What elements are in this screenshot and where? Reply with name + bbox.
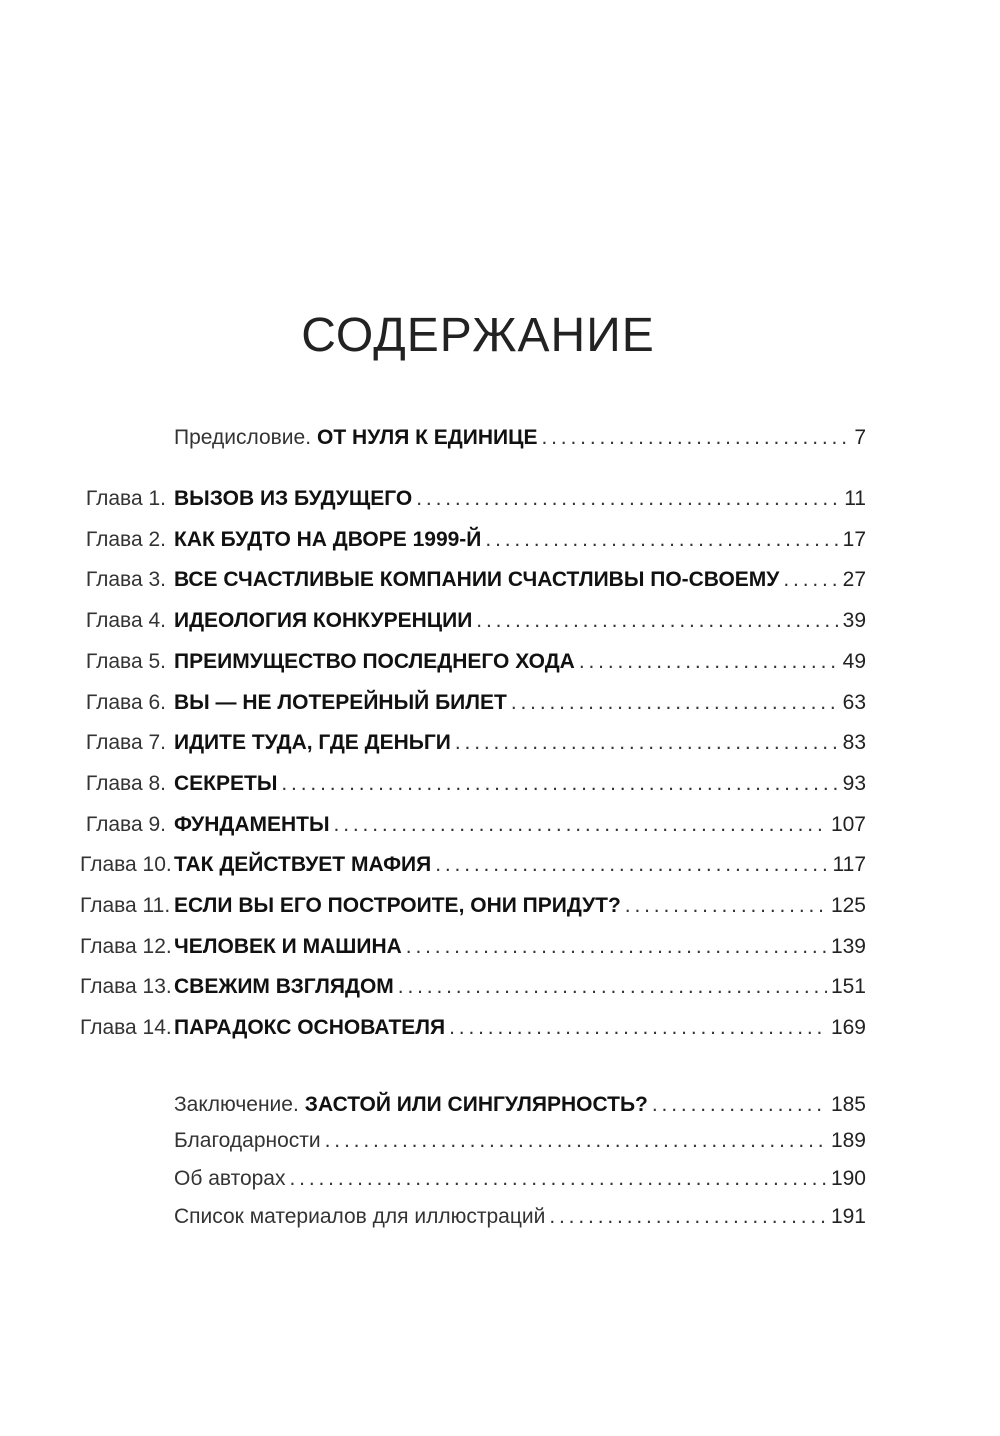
toc-title: ВЫЗОВ ИЗ БУДУЩЕГО — [174, 487, 413, 510]
toc-leader — [174, 645, 866, 679]
toc-entry-chapter[interactable] — [0, 970, 1000, 1004]
toc-leader — [174, 1162, 866, 1196]
toc-page-number: 117 — [832, 853, 866, 877]
toc-title: ЕСЛИ ВЫ ЕГО ПОСТРОИТЕ, ОНИ ПРИДУТ? — [174, 894, 621, 917]
toc-entry-chapter[interactable] — [0, 604, 1000, 638]
chapter-prefix: Глава 10. — [80, 853, 172, 877]
toc-page-number: 107 — [830, 812, 866, 836]
chapter-prefix: Глава 6. — [85, 690, 166, 714]
toc-dots — [398, 970, 827, 1004]
toc-dots — [416, 482, 840, 516]
toc-leader — [174, 421, 866, 455]
toc-dots — [783, 563, 838, 597]
toc-title: ИДЕОЛОГИЯ КОНКУРЕНЦИИ — [174, 609, 473, 633]
toc-entry-chapter[interactable] — [0, 645, 1000, 679]
toc-title: ТАК ДЕЙСТВУЕТ МАФИЯ — [174, 853, 432, 877]
toc-title: Благодарности — [174, 1129, 321, 1152]
toc-entry-chapter[interactable] — [0, 482, 1000, 516]
toc-dots — [290, 1162, 827, 1196]
chapter-prefix: Глава 7. — [85, 731, 166, 755]
chapter-prefix: Глава 11. — [80, 894, 171, 917]
toc-entry-chapter[interactable] — [0, 848, 1000, 882]
toc-page-number: 151 — [830, 975, 866, 999]
toc-page-number: 190 — [830, 1167, 866, 1190]
toc-page-number: 63 — [842, 690, 866, 714]
toc-title: ФУНДАМЕНТЫ — [174, 812, 330, 836]
toc-dots — [579, 645, 839, 679]
toc-dots — [325, 1124, 827, 1158]
page-title: СОДЕРЖАНИЕ — [301, 309, 655, 362]
toc-dots — [541, 421, 850, 455]
toc-page-number: 93 — [842, 771, 866, 795]
chapter-prefix: Глава 14. — [80, 1016, 172, 1040]
toc-page-number: 39 — [842, 609, 866, 633]
toc-page-number: 49 — [842, 649, 866, 673]
toc-title: ЧЕЛОВЕК И МАШИНА — [174, 934, 402, 958]
toc-page-number: 169 — [830, 1016, 866, 1040]
toc-entry-preface[interactable] — [0, 421, 1000, 455]
toc-entry-chapter[interactable] — [0, 1011, 1000, 1045]
toc-dots — [511, 686, 839, 720]
toc-entry-chapter[interactable] — [0, 930, 1000, 964]
toc-title: КАК БУДТО НА ДВОРЕ 1999-Й — [174, 527, 482, 551]
chapter-prefix: Глава 3. — [85, 568, 166, 592]
toc-title: ЗАСТОЙ ИЛИ СИНГУЛЯРНОСТЬ? — [304, 1093, 648, 1116]
toc-leader — [174, 686, 866, 720]
toc-dots — [334, 808, 827, 842]
toc-page-number: 27 — [842, 568, 866, 592]
toc-entry-chapter[interactable] — [0, 767, 1000, 801]
toc-dots — [485, 523, 838, 557]
toc-entry-conclusion[interactable] — [0, 1088, 1000, 1122]
toc-entry-chapter[interactable] — [0, 686, 1000, 720]
toc-entry-chapter[interactable] — [0, 563, 1000, 597]
toc-leader — [174, 1011, 866, 1045]
chapter-prefix: Глава 1. — [85, 487, 166, 510]
toc-page-number: 139 — [830, 934, 866, 958]
chapter-prefix: Глава 8. — [85, 771, 166, 795]
toc-dots — [476, 604, 838, 638]
toc-title: ПРЕИМУЩЕСТВО ПОСЛЕДНЕГО ХОДА — [174, 649, 575, 673]
toc-dots — [281, 767, 838, 801]
toc-leader — [174, 767, 866, 801]
toc-leader — [174, 482, 866, 516]
toc-leader — [174, 889, 866, 923]
toc-entry-chapter[interactable] — [0, 726, 1000, 760]
toc-leader — [174, 1088, 866, 1122]
toc-leader — [174, 1124, 866, 1158]
toc-leader — [174, 808, 866, 842]
toc-title: ИДИТЕ ТУДА, ГДЕ ДЕНЬГИ — [174, 731, 451, 755]
chapter-prefix: Глава 5. — [85, 649, 166, 673]
toc-page-number: 185 — [830, 1093, 866, 1116]
toc-title: ОТ НУЛЯ К ЕДИНИЦЕ — [317, 426, 538, 449]
toc-title: ПАРАДОКС ОСНОВАТЕЛЯ — [174, 1016, 446, 1040]
toc-title: ВЫ — НЕ ЛОТЕРЕЙНЫЙ БИЛЕТ — [174, 690, 507, 714]
toc-dots — [455, 726, 839, 760]
chapter-prefix: Глава 13. — [80, 975, 172, 999]
toc-page-number: 191 — [830, 1205, 866, 1228]
toc-leader — [174, 563, 866, 597]
toc-title: СЕКРЕТЫ — [174, 771, 278, 795]
toc-page-number: 7 — [854, 426, 866, 449]
toc-entry-appendix[interactable] — [0, 1200, 1000, 1234]
toc-title: Об авторах — [174, 1167, 286, 1190]
toc-page-number: 11 — [844, 487, 866, 510]
toc-dots — [435, 848, 828, 882]
toc-prefix: Предисловие. — [174, 426, 312, 449]
toc-entry-appendix[interactable] — [0, 1162, 1000, 1196]
toc-entry-chapter[interactable] — [0, 889, 1000, 923]
toc-leader — [174, 604, 866, 638]
toc-leader — [174, 848, 866, 882]
toc-title: Список материалов для иллюстраций — [174, 1205, 546, 1228]
toc-leader — [174, 726, 866, 760]
toc-page-number: 83 — [842, 731, 866, 755]
toc-entry-chapter[interactable] — [0, 808, 1000, 842]
toc-leader — [174, 523, 866, 557]
toc-entry-chapter[interactable] — [0, 523, 1000, 557]
toc-leader — [174, 930, 866, 964]
chapter-prefix: Глава 9. — [85, 812, 166, 836]
toc-entry-appendix[interactable] — [0, 1124, 1000, 1158]
toc-dots — [406, 930, 827, 964]
toc-dots — [652, 1088, 827, 1122]
chapter-prefix: Глава 4. — [85, 609, 166, 633]
toc-dots — [625, 889, 827, 923]
toc-leader — [174, 970, 866, 1004]
toc-leader — [174, 1200, 866, 1234]
toc-title: СВЕЖИМ ВЗГЛЯДОМ — [174, 975, 394, 999]
toc-page-number: 17 — [842, 527, 866, 551]
toc-prefix: Заключение. — [174, 1093, 299, 1116]
chapter-prefix: Глава 2. — [85, 527, 166, 551]
toc-dots — [549, 1200, 827, 1234]
toc-dots — [449, 1011, 827, 1045]
toc-page-number: 125 — [830, 894, 866, 917]
toc-title: ВСЕ СЧАСТЛИВЫЕ КОМПАНИИ СЧАСТЛИВЫ ПО-СВОЕМУ — [174, 568, 780, 592]
toc-page-number: 189 — [830, 1129, 866, 1152]
chapter-prefix: Глава 12. — [80, 934, 172, 958]
